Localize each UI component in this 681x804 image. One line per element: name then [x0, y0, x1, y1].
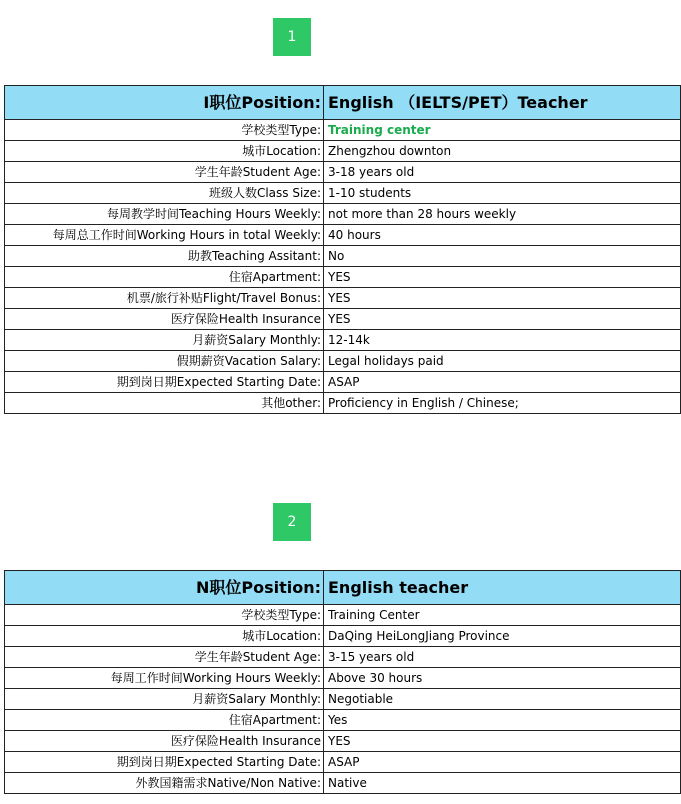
field-value: Negotiable	[324, 689, 681, 710]
table-row	[5, 393, 681, 414]
table-row	[5, 626, 681, 647]
field-value: YES	[324, 309, 681, 330]
field-label: 每周教学时间Teaching Hours Weekly:	[5, 204, 324, 225]
field-value: YES	[324, 288, 681, 309]
table-row	[5, 773, 681, 794]
field-value: ASAP	[324, 752, 681, 773]
table-row	[5, 246, 681, 267]
field-label: 机票/旅行补贴Flight/Travel Bonus:	[5, 288, 324, 309]
post-number-badge: 2	[273, 503, 311, 541]
table-row	[5, 288, 681, 309]
table-header-row	[5, 571, 681, 605]
field-value: Proficiency in English / Chinese;	[324, 393, 681, 414]
field-label: 期到岗日期Expected Starting Date:	[5, 372, 324, 393]
field-value: not more than 28 hours weekly	[324, 204, 681, 225]
field-value: 3-18 years old	[324, 162, 681, 183]
field-label: 月薪资Salary Monthly:	[5, 330, 324, 351]
field-value: 3-15 years old	[324, 647, 681, 668]
table-row	[5, 710, 681, 731]
field-label: 医疗保险Health Insurance	[5, 731, 324, 752]
table-row	[5, 309, 681, 330]
field-label: 城市Location:	[5, 626, 324, 647]
table-row	[5, 731, 681, 752]
field-value: Zhengzhou downton	[324, 141, 681, 162]
post-number-badge: 1	[273, 18, 311, 56]
field-label: 住宿Apartment:	[5, 267, 324, 288]
field-value: Legal holidays paid	[324, 351, 681, 372]
table-row	[5, 605, 681, 626]
field-label: 学校类型Type:	[5, 120, 324, 141]
table-row	[5, 689, 681, 710]
field-label: 助教Teaching Assitant:	[5, 246, 324, 267]
field-label: 月薪资Salary Monthly:	[5, 689, 324, 710]
table-row	[5, 351, 681, 372]
field-value: 1-10 students	[324, 183, 681, 204]
field-label: 学生年龄Student Age:	[5, 647, 324, 668]
table-header-row	[5, 86, 681, 120]
table-row	[5, 267, 681, 288]
field-label: 学生年龄Student Age:	[5, 162, 324, 183]
table-row	[5, 647, 681, 668]
table-row	[5, 372, 681, 393]
table-row	[5, 162, 681, 183]
table-row	[5, 668, 681, 689]
table-row	[5, 141, 681, 162]
field-label: 其他other:	[5, 393, 324, 414]
field-label: 学校类型Type:	[5, 605, 324, 626]
field-label: 期到岗日期Expected Starting Date:	[5, 752, 324, 773]
position-label: N职位Position:	[5, 571, 324, 605]
field-label: 城市Location:	[5, 141, 324, 162]
field-label: 医疗保险Health Insurance	[5, 309, 324, 330]
table-row	[5, 752, 681, 773]
field-value: No	[324, 246, 681, 267]
field-label: 每周工作时间Working Hours Weekly:	[5, 668, 324, 689]
table-row	[5, 330, 681, 351]
field-value: Training center	[324, 120, 681, 141]
position-label: I职位Position:	[5, 86, 324, 120]
table-row	[5, 183, 681, 204]
job-table-2	[4, 570, 681, 794]
table-row	[5, 225, 681, 246]
field-value: ASAP	[324, 372, 681, 393]
field-value: Yes	[324, 710, 681, 731]
field-value: 12-14k	[324, 330, 681, 351]
position-value: English teacher	[324, 571, 681, 605]
table-row	[5, 204, 681, 225]
position-value: English （IELTS/PET）Teacher	[324, 86, 681, 120]
field-label: 每周总工作时间Working Hours in total Weekly:	[5, 225, 324, 246]
field-value: DaQing HeiLongJiang Province	[324, 626, 681, 647]
field-label: 假期薪资Vacation Salary:	[5, 351, 324, 372]
field-value: Native	[324, 773, 681, 794]
table-row	[5, 120, 681, 141]
job-table-1	[4, 85, 681, 414]
field-label: 班级人数Class Size:	[5, 183, 324, 204]
field-value: 40 hours	[324, 225, 681, 246]
field-label: 住宿Apartment:	[5, 710, 324, 731]
field-label: 外教国籍需求Native/Non Native:	[5, 773, 324, 794]
field-value: Above 30 hours	[324, 668, 681, 689]
field-value: YES	[324, 267, 681, 288]
field-value: Training Center	[324, 605, 681, 626]
field-value: YES	[324, 731, 681, 752]
